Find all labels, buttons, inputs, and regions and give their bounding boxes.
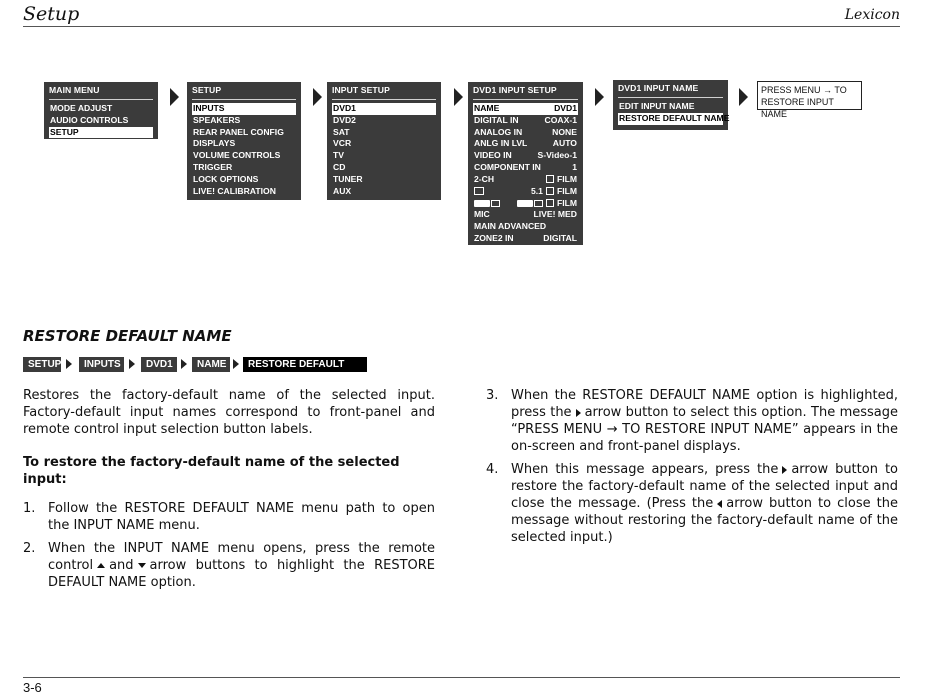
step-text: When the RESTORE DEFAULT NAME option is highlighted, press the arrow button to select this option. The message “PRESS MENU → TO RESTORE INPUT NAME” appears in the on-screen and front-panel displays. [511, 388, 898, 454]
setting-label: COMPONENT IN [474, 162, 541, 173]
dvd1-input-setup-title: DVD1 INPUT SETUP [473, 85, 578, 100]
setting-label: ZONE2 IN [474, 233, 514, 244]
message-line-1: PRESS MENU → TO [761, 85, 847, 95]
dvd1-input-setup-menu-panel [468, 82, 583, 245]
es-logo-icon [534, 200, 543, 207]
message-line-2: RESTORE INPUT NAME [761, 97, 834, 119]
arrow-right-icon [170, 88, 179, 106]
setting-row-name [473, 103, 578, 115]
arrow-right-icon [313, 88, 322, 106]
main-menu-title: MAIN MENU [49, 85, 153, 100]
setting-value-text: FILM [556, 197, 577, 208]
breadcrumb-dvd1: DVD1 [141, 357, 177, 372]
setting-value: DIGITAL [543, 233, 577, 244]
menu-item-mode-adjust: MODE ADJUST [50, 102, 113, 113]
menu-item-sat: SAT [333, 126, 350, 137]
step-text: Follow the RESTORE DEFAULT NAME menu path to open the INPUT NAME menu. [48, 501, 435, 533]
menu-item-rear-panel-config: REAR PANEL CONFIG [193, 126, 284, 137]
setting-row-2ch [473, 174, 578, 186]
breadcrumb-name: NAME [192, 357, 230, 372]
breadcrumb-arrow-icon [129, 359, 135, 369]
step-text: When this message appears, press the arrow button to restore the factory-default name of the selected input and close the message. (Press the arrow button to close the message without restoring the factory-default name of the selected input.) [511, 462, 898, 545]
film-mode-icon [546, 175, 554, 183]
dvd1-input-name-title: DVD1 INPUT NAME [618, 83, 723, 98]
setting-value: AUTO [552, 138, 577, 149]
setting-label: MIC [474, 209, 490, 220]
setting-label: MAIN ADVANCED [474, 221, 547, 232]
setting-row-analog-in [473, 127, 578, 139]
menu-item-inputs: INPUTS [192, 103, 296, 115]
step-4 [486, 461, 898, 546]
dolby-logo-icon [474, 186, 486, 198]
header-rule [23, 26, 900, 27]
step-number: 3. [486, 388, 499, 403]
arrow-up-icon [97, 563, 105, 568]
setting-label: VIDEO IN [474, 150, 512, 161]
arrow-down-icon [138, 563, 146, 568]
setting-label: NAME [474, 102, 500, 113]
input-setup-menu-panel [327, 82, 441, 200]
left-column [23, 387, 435, 591]
step-number: 1. [23, 501, 36, 516]
step-1 [23, 500, 435, 534]
setting-value: NONE [552, 126, 577, 137]
setting-value: LIVE! MED [533, 209, 577, 220]
arrow-right-icon [576, 409, 581, 417]
film-mode-icon [546, 187, 554, 195]
setting-value [543, 174, 577, 186]
breadcrumb-setup: SETUP [23, 357, 61, 372]
main-menu-panel [44, 82, 158, 139]
setting-value [517, 198, 577, 210]
setting-row-digital-in [473, 115, 578, 127]
input-setup-menu-title: INPUT SETUP [332, 85, 436, 100]
step-text: When the INPUT NAME menu opens, press the remote control and arrow buttons to highlight the RESTORE DEFAULT NAME option. [48, 541, 435, 590]
right-column [486, 387, 898, 546]
page-header-title: Setup [23, 3, 80, 25]
menu-item-cd: CD [333, 162, 346, 173]
setting-row-anlg-in-lvl [473, 138, 578, 150]
breadcrumb-arrow-icon [181, 359, 187, 369]
menu-item-dvd1: DVD1 [332, 103, 436, 115]
setting-value: S-Video-1 [537, 150, 577, 161]
arrow-right-icon [739, 88, 748, 106]
setting-value: DVD1 [554, 102, 577, 113]
setting-row-zone2-in [473, 233, 578, 245]
menu-item-trigger: TRIGGER [193, 162, 233, 173]
menu-item-tv: TV [333, 150, 344, 161]
arrow-icon: → [823, 85, 833, 95]
intro-paragraph: Restores the factory-default name of the selected input. Factory-default input names correspond to front-panel and remote control input selection button labels. [23, 388, 435, 437]
channel-label: 5.1 [531, 185, 543, 196]
setting-value [531, 186, 577, 198]
dts-es-logo-icon [517, 200, 533, 207]
procedure-heading: To restore the factory-default name of the selected input: [23, 455, 400, 487]
message-box [757, 81, 862, 119]
setting-label: ANALOG IN [474, 126, 523, 137]
dvd1-input-name-menu-panel [613, 80, 728, 130]
setting-row-component-in [473, 162, 578, 174]
menu-item-restore-default-name: RESTORE DEFAULT NAME [619, 112, 730, 123]
setting-row-dolby-51 [473, 186, 578, 198]
menu-item-audio-controls: AUDIO CONTROLS [50, 114, 129, 125]
menu-item-dvd2: DVD2 [333, 114, 356, 125]
brand-name: Lexicon [844, 7, 900, 23]
menu-item-lock-options: LOCK OPTIONS [193, 173, 259, 184]
setting-row-main-advanced [473, 221, 578, 233]
menu-item-live-calibration: LIVE! CALIBRATION [193, 185, 276, 196]
arrow-right-icon [782, 466, 787, 474]
setting-row-video-in [473, 150, 578, 162]
breadcrumb-inputs: INPUTS [79, 357, 124, 372]
setting-value-text: FILM [556, 185, 577, 196]
setting-value: 1 [572, 162, 577, 173]
step-number: 2. [23, 541, 36, 556]
setting-label: DIGITAL IN [474, 114, 519, 125]
step-2 [23, 540, 435, 591]
breadcrumb-restore-default-name: RESTORE DEFAULT NAME [243, 357, 367, 372]
menu-item-displays: DISPLAYS [193, 138, 236, 149]
arrow-left-icon [717, 500, 722, 508]
film-mode-icon [546, 199, 554, 207]
menu-item-volume-controls: VOLUME CONTROLS [193, 150, 281, 161]
breadcrumb-arrow-icon [233, 359, 239, 369]
step-number: 4. [486, 462, 499, 477]
footer-rule [23, 677, 900, 678]
arrow-right-icon [595, 88, 604, 106]
setup-menu-panel [187, 82, 301, 200]
step-3 [486, 387, 898, 455]
menu-item-vcr: VCR [333, 138, 352, 149]
setup-menu-title: SETUP [192, 85, 296, 100]
setting-value: COAX-1 [544, 114, 577, 125]
dts-es-logo-icon [474, 198, 500, 210]
page-number: 3-6 [23, 680, 42, 695]
menu-item-speakers: SPEAKERS [193, 114, 241, 125]
menu-item-aux: AUX [333, 185, 352, 196]
breadcrumb-arrow-icon [66, 359, 72, 369]
setting-label: 2-CH [474, 173, 495, 184]
menu-item-edit-input-name: EDIT INPUT NAME [619, 100, 695, 111]
setting-row-mic [473, 209, 578, 221]
menu-item-setup: SETUP [49, 127, 153, 139]
arrow-right-icon [454, 88, 463, 106]
section-title: RESTORE DEFAULT NAME [23, 327, 232, 345]
setting-label: ANLG IN LVL [474, 138, 528, 149]
setting-value-text: FILM [556, 173, 577, 184]
menu-item-tuner: TUNER [333, 173, 363, 184]
setting-row-dts [473, 198, 578, 210]
